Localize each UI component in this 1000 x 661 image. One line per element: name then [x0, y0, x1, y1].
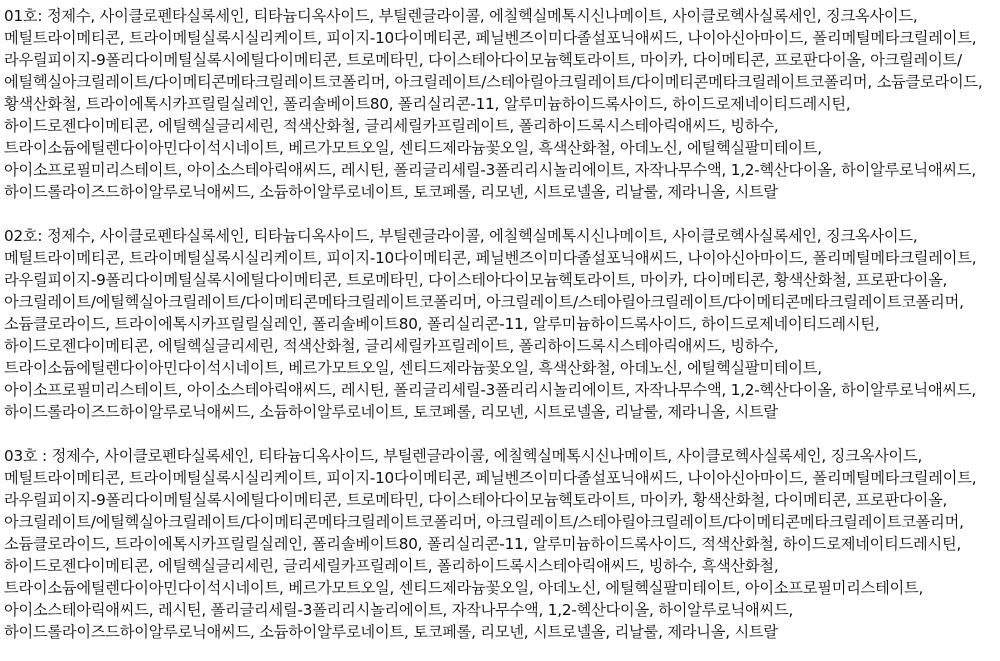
- shade-01-ingredients: 01호: 정제수, 사이클로펜타실록세인, 티타늄디옥사이드, 부틸렌글라이콜, 에칠헥실메톡시신나메이트, 사이클로헥사실록세인, 징크옥사이드, 메틸트라이메티콘, 트라이메틸실록시실리케이트, 피이지-10다이메티콘, 페닐벤즈이미다졸설포닉애씨드, 나이아신아마이드, 폴리메틸메타크릴레이트, 라우릴피이지-9폴리다이메틸실록시에틸다이메티콘, 트로메타민, 다이스테아다이모늄헥토라이트, 마이카, 다이메티콘, 프로판다이올, 아크릴레이트/에틸헥실아크릴레이트/다이메티콘메타크릴레이트코폴리머, 아크릴레이트/스테아릴아크릴레이트/다이메티콘메타크릴레이트코폴리머, 소듐클로라이드, 황색산화철, 트라이에톡시카프릴릴실레인, 폴리솔베이트80, 폴리실리콘-11, 알루미늄하이드록사이드, 하이드로제네이티드레시틴, 하이드로젠다이메티콘, 에틸헥실글리세린, 적색산화철, 글리세릴카프릴레이트, 폴리하이드록시스테아릭애씨드, 빙하수, 트라이소듐에틸렌다이아민다이석시네이트, 베르가모트오일, 센티드제라늄꽃오일, 흑색산화철, 아데노신, 에틸헥실팔미테이트, 아이소프로필미리스테이트, 아이소스테아릭애씨드, 레시틴, 폴리글리세릴-3폴리리시놀리에이트, 자작나무수액, 1,2-헥산다이올, 하이알루로닉애씨드, 하이드롤라이즈드하이알루로닉애씨드, 소듐하이알루로네이트, 토코페롤, 리모넨, 시트로넬올, 리날룰, 제라니올, 시트랄: [4, 7, 983, 201]
- shade-03-ingredients: 03호 : 정제수, 사이클로펜타실록세인, 티타늄디옥사이드, 부틸렌글라이콜, 에칠헥실메톡시신나메이트, 사이클로헥사실록세인, 징크옥사이드, 메틸트라이메티콘, 트라이메틸실록시실리케이트, 피이지-10다이메티콘, 페닐벤즈이미다졸설포닉애씨드, 나이아신아마이드, 폴리메틸메타크릴레이트, 라우릴피이지-9폴리다이메틸실록시에틸다이메티콘, 트로메타민, 다이스테아다이모늄헥토라이트, 마이카, 황색산화철, 다이메티콘, 프로판다이올, 아크릴레이트/에틸헥실아크릴레이트/다이메티콘메타크릴레이트코폴리머, 아크릴레이트/스테아릴아크릴레이트/다이메티콘메타크릴레이트코폴리머, 소듐클로라이드, 트라이에톡시카프릴릴실레인, 폴리솔베이트80, 폴리실리콘-11, 알루미늄하이드록사이드, 적색산화철, 하이드로제네이티드레시틴, 하이드로젠다이메티콘, 에틸헥실글리세린, 글리세릴카프릴레이트, 폴리하이드록시스테아릭애씨드, 빙하수, 흑색산화철, 트라이소듐에틸렌다이아민다이석시네이트, 베르가모트오일, 센티드제라늄꽃오일, 아데노신, 에틸헥실팔미테이트, 아이소프로필미리스테이트, 아이소스테아릭애씨드, 레시틴, 폴리글리세릴-3폴리리시놀리에이트, 자작나무수액, 1,2-헥산다이올, 하이알루로닉애씨드, 하이드롤라이즈드하이알루로닉애씨드, 소듐하이알루로네이트, 토코페롤, 리모넨, 시트로넬올, 리날룰, 제라니올, 시트랄: [4, 447, 977, 641]
- shade-02-ingredients: 02호: 정제수, 사이클로펜타실록세인, 티타늄디옥사이드, 부틸렌글라이콜, 에칠헥실메톡시신나메이트, 사이클로헥사실록세인, 징크옥사이드, 메틸트라이메티콘, 트라이메틸실록시실리케이트, 피이지-10다이메티콘, 페닐벤즈이미다졸설포닉애씨드, 나이아신아마이드, 폴리메틸메타크릴레이트, 라우릴피이지-9폴리다이메틸실록시에틸다이메티콘, 트로메타민, 다이스테아다이모늄헥토라이트, 마이카, 다이메티콘, 황색산화철, 프로판다이올, 아크릴레이트/에틸헥실아크릴레이트/다이메티콘메타크릴레이트코폴리머, 아크릴레이트/스테아릴아크릴레이트/다이메티콘메타크릴레이트코폴리머, 소듐클로라이드, 트라이에톡시카프릴릴실레인, 폴리솔베이트80, 폴리실리콘-11, 알루미늄하이드록사이드, 하이드로제네이티드레시틴, 하이드로젠다이메티콘, 에틸헥실글리세린, 적색산화철, 글리세릴카프릴레이트, 폴리하이드록시스테아릭애씨드, 빙하수, 트라이소듐에틸렌다이아민다이석시네이트, 베르가모트오일, 센티드제라늄꽃오일, 흑색산화철, 아데노신, 에틸헥실팔미테이트, 아이소프로필미리스테이트, 아이소스테아릭애씨드, 레시틴, 폴리글리세릴-3폴리리시놀리에이트, 자작나무수액, 1,2-헥산다이올, 하이알루로닉애씨드, 하이드롤라이즈드하이알루로닉애씨드, 소듐하이알루로네이트, 토코페롤, 리모넨, 시트로넬올, 리날룰, 제라니올, 시트랄: [4, 227, 977, 421]
